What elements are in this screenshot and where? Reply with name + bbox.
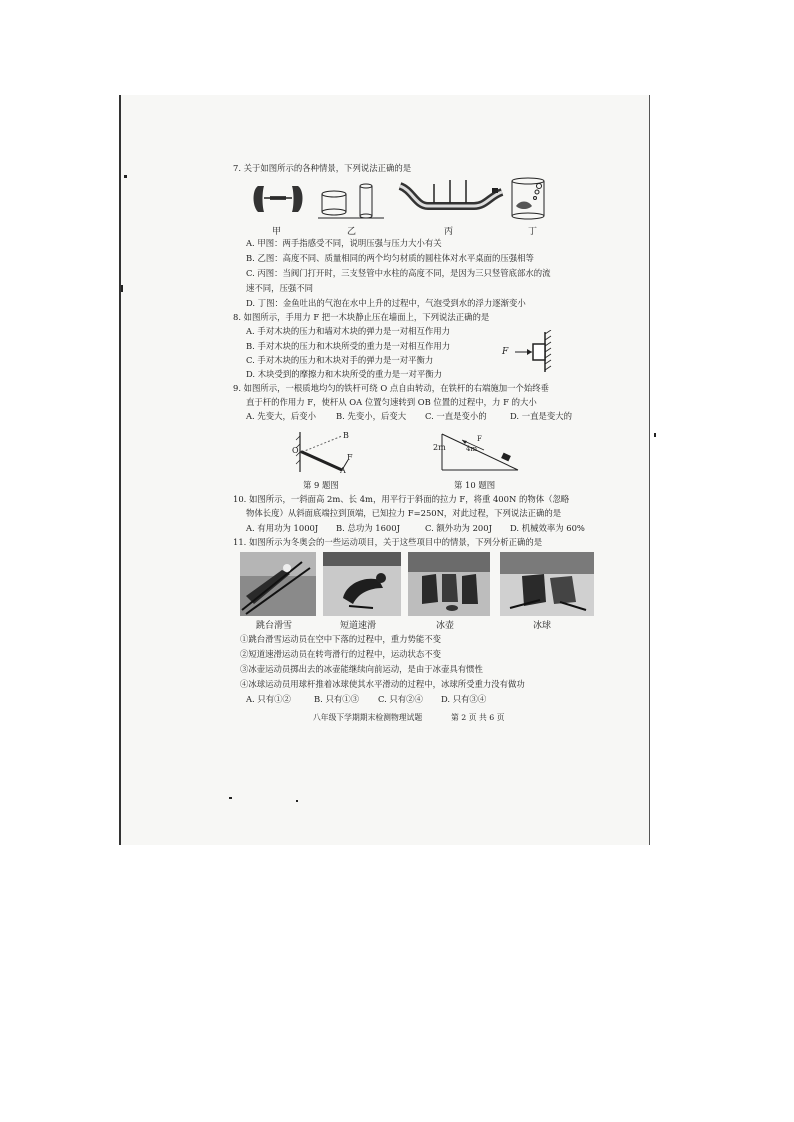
scan-speck (121, 285, 123, 292)
q10-force-label: F (477, 435, 482, 443)
q8-force-label: F (502, 347, 509, 357)
short-track-photo (323, 552, 401, 616)
q7-label-ding: 丁 (528, 227, 538, 237)
q7-label-jia: 甲 (272, 227, 282, 237)
q11-statement-3: ③冰壶运动员掷出去的冰壶能继续向前运动，是由于冰壶具有惯性 (240, 664, 483, 674)
q10-length-label: 4m (466, 445, 478, 453)
curling-photo (408, 552, 490, 616)
q7-option-d: D. 丁图：金鱼吐出的气泡在水中上升的过程中，气泡受到水的浮力逐渐变小 (246, 298, 526, 308)
q7-option-c-cont: 速不同，压强不同 (246, 283, 313, 293)
q9-point-b: B (343, 431, 349, 440)
footer-title: 八年级下学期期末检测物理试题 (313, 713, 423, 722)
q8-option-b: B. 手对木块的压力和木块所受的重力是一对相互作用力 (246, 341, 451, 351)
q7-option-b: B. 乙图：高度不同、质量相同的两个均匀材质的圆柱体对水平桌面的压强相等 (246, 253, 534, 263)
q9-option-b: B. 先变小，后变大 (336, 411, 407, 421)
q7-figure-jia (250, 180, 306, 220)
scan-speck (229, 797, 232, 799)
scan-speck (296, 800, 298, 802)
q9-stem-line2: 直于杆的作用力 F，使杆从 OA 位置匀速转到 OB 位置的过程中，力 F 的大小 (246, 397, 537, 407)
scan-speck (124, 175, 127, 178)
q7-figure-yi (316, 182, 386, 222)
scan-speck (654, 433, 656, 437)
q9-force-label: F (347, 453, 353, 462)
q9-point-a: A (340, 466, 346, 475)
q7-option-c: C. 丙图：当阀门打开时，三支竖管中水柱的高度不同，是因为三只竖管底部水的流 (246, 268, 551, 278)
q8-option-c: C. 手对木块的压力和木块对手的弹力是一对平衡力 (246, 355, 434, 365)
q9-option-c: C. 一直是变小的 (425, 411, 487, 421)
ski-jumping-photo (240, 552, 316, 616)
q10-caption: 第 10 题图 (454, 480, 496, 490)
q10-option-a: A. 有用功为 1000J (246, 523, 319, 533)
q11-option-d: D. 只有③④ (441, 694, 487, 704)
q9-option-d: D. 一直是变大的 (510, 411, 572, 421)
q8-stem: 8. 如图所示，手用力 F 把一木块静止压在墙面上，下列说法正确的是 (233, 312, 490, 322)
q9-option-a: A. 先变大，后变小 (246, 411, 316, 421)
q10-option-c: C. 额外功为 200J (425, 523, 492, 533)
q9-point-o: O (292, 446, 299, 455)
q9-caption: 第 9 题图 (303, 480, 339, 490)
q11-option-c: C. 只有②④ (378, 694, 423, 704)
q9-stem-line1: 9. 如图所示，一根质地均匀的铁杆可绕 O 点自由转动，在铁杆的右端施加一个始终垂 (233, 383, 549, 393)
footer-page-number: 第 2 页 共 6 页 (451, 713, 505, 722)
q8-option-d: D. 木块受到的摩擦力和木块所受的重力是一对平衡力 (246, 369, 442, 379)
q10-option-b: B. 总功为 1600J (336, 523, 400, 533)
photo-label-curling: 冰壶 (436, 621, 455, 631)
q8-option-a: A. 手对木块的压力和墙对木块的弹力是一对相互作用力 (246, 326, 450, 336)
q11-option-a: A. 只有①② (246, 694, 291, 704)
q7-label-bing: 丙 (444, 227, 454, 237)
q11-statement-2: ②短道速滑运动员在转弯滑行的过程中，运动状态不变 (240, 649, 441, 659)
q11-statement-4: ④冰球运动员用球杆推着冰球使其水平滑动的过程中，冰球所受重力没有做功 (240, 679, 525, 689)
q10-stem-line2: 物体长度）从斜面底端拉到顶端，已知拉力 F=250N，对此过程，下列说法正确的是 (246, 508, 562, 518)
ice-hockey-photo (500, 552, 594, 616)
q7-label-yi: 乙 (347, 227, 357, 237)
q7-stem: 7. 关于如图所示的各种情景，下列说法正确的是 (233, 163, 412, 173)
q7-figure-bing (398, 176, 504, 220)
q7-figure-ding (508, 176, 548, 222)
page-right-edge (649, 95, 650, 845)
q8-wall-block-figure (505, 330, 557, 374)
page-left-edge (119, 95, 121, 845)
photo-label-ski-jumping: 跳台滑雪 (256, 621, 293, 631)
q10-stem-line1: 10. 如图所示，一斜面高 2m、长 4m，用平行于斜面的拉力 F，将重 400N 的物体（忽略 (233, 494, 570, 504)
q10-height-label: 2m (433, 443, 446, 452)
photo-label-ice-hockey: 冰球 (533, 621, 552, 631)
q11-option-b: B. 只有①③ (314, 694, 359, 704)
photo-label-short-track: 短道速滑 (340, 621, 377, 631)
q11-stem: 11. 如图所示为冬奥会的一些运动项目，关于这些项目中的情景，下列分析正确的是 (233, 537, 543, 547)
q11-statement-1: ①跳台滑雪运动员在空中下落的过程中，重力势能不变 (240, 634, 441, 644)
q10-option-d: D. 机械效率为 60% (510, 523, 585, 533)
q7-option-a: A. 甲图：两手指感受不同，说明压强与压力大小有关 (246, 238, 442, 248)
